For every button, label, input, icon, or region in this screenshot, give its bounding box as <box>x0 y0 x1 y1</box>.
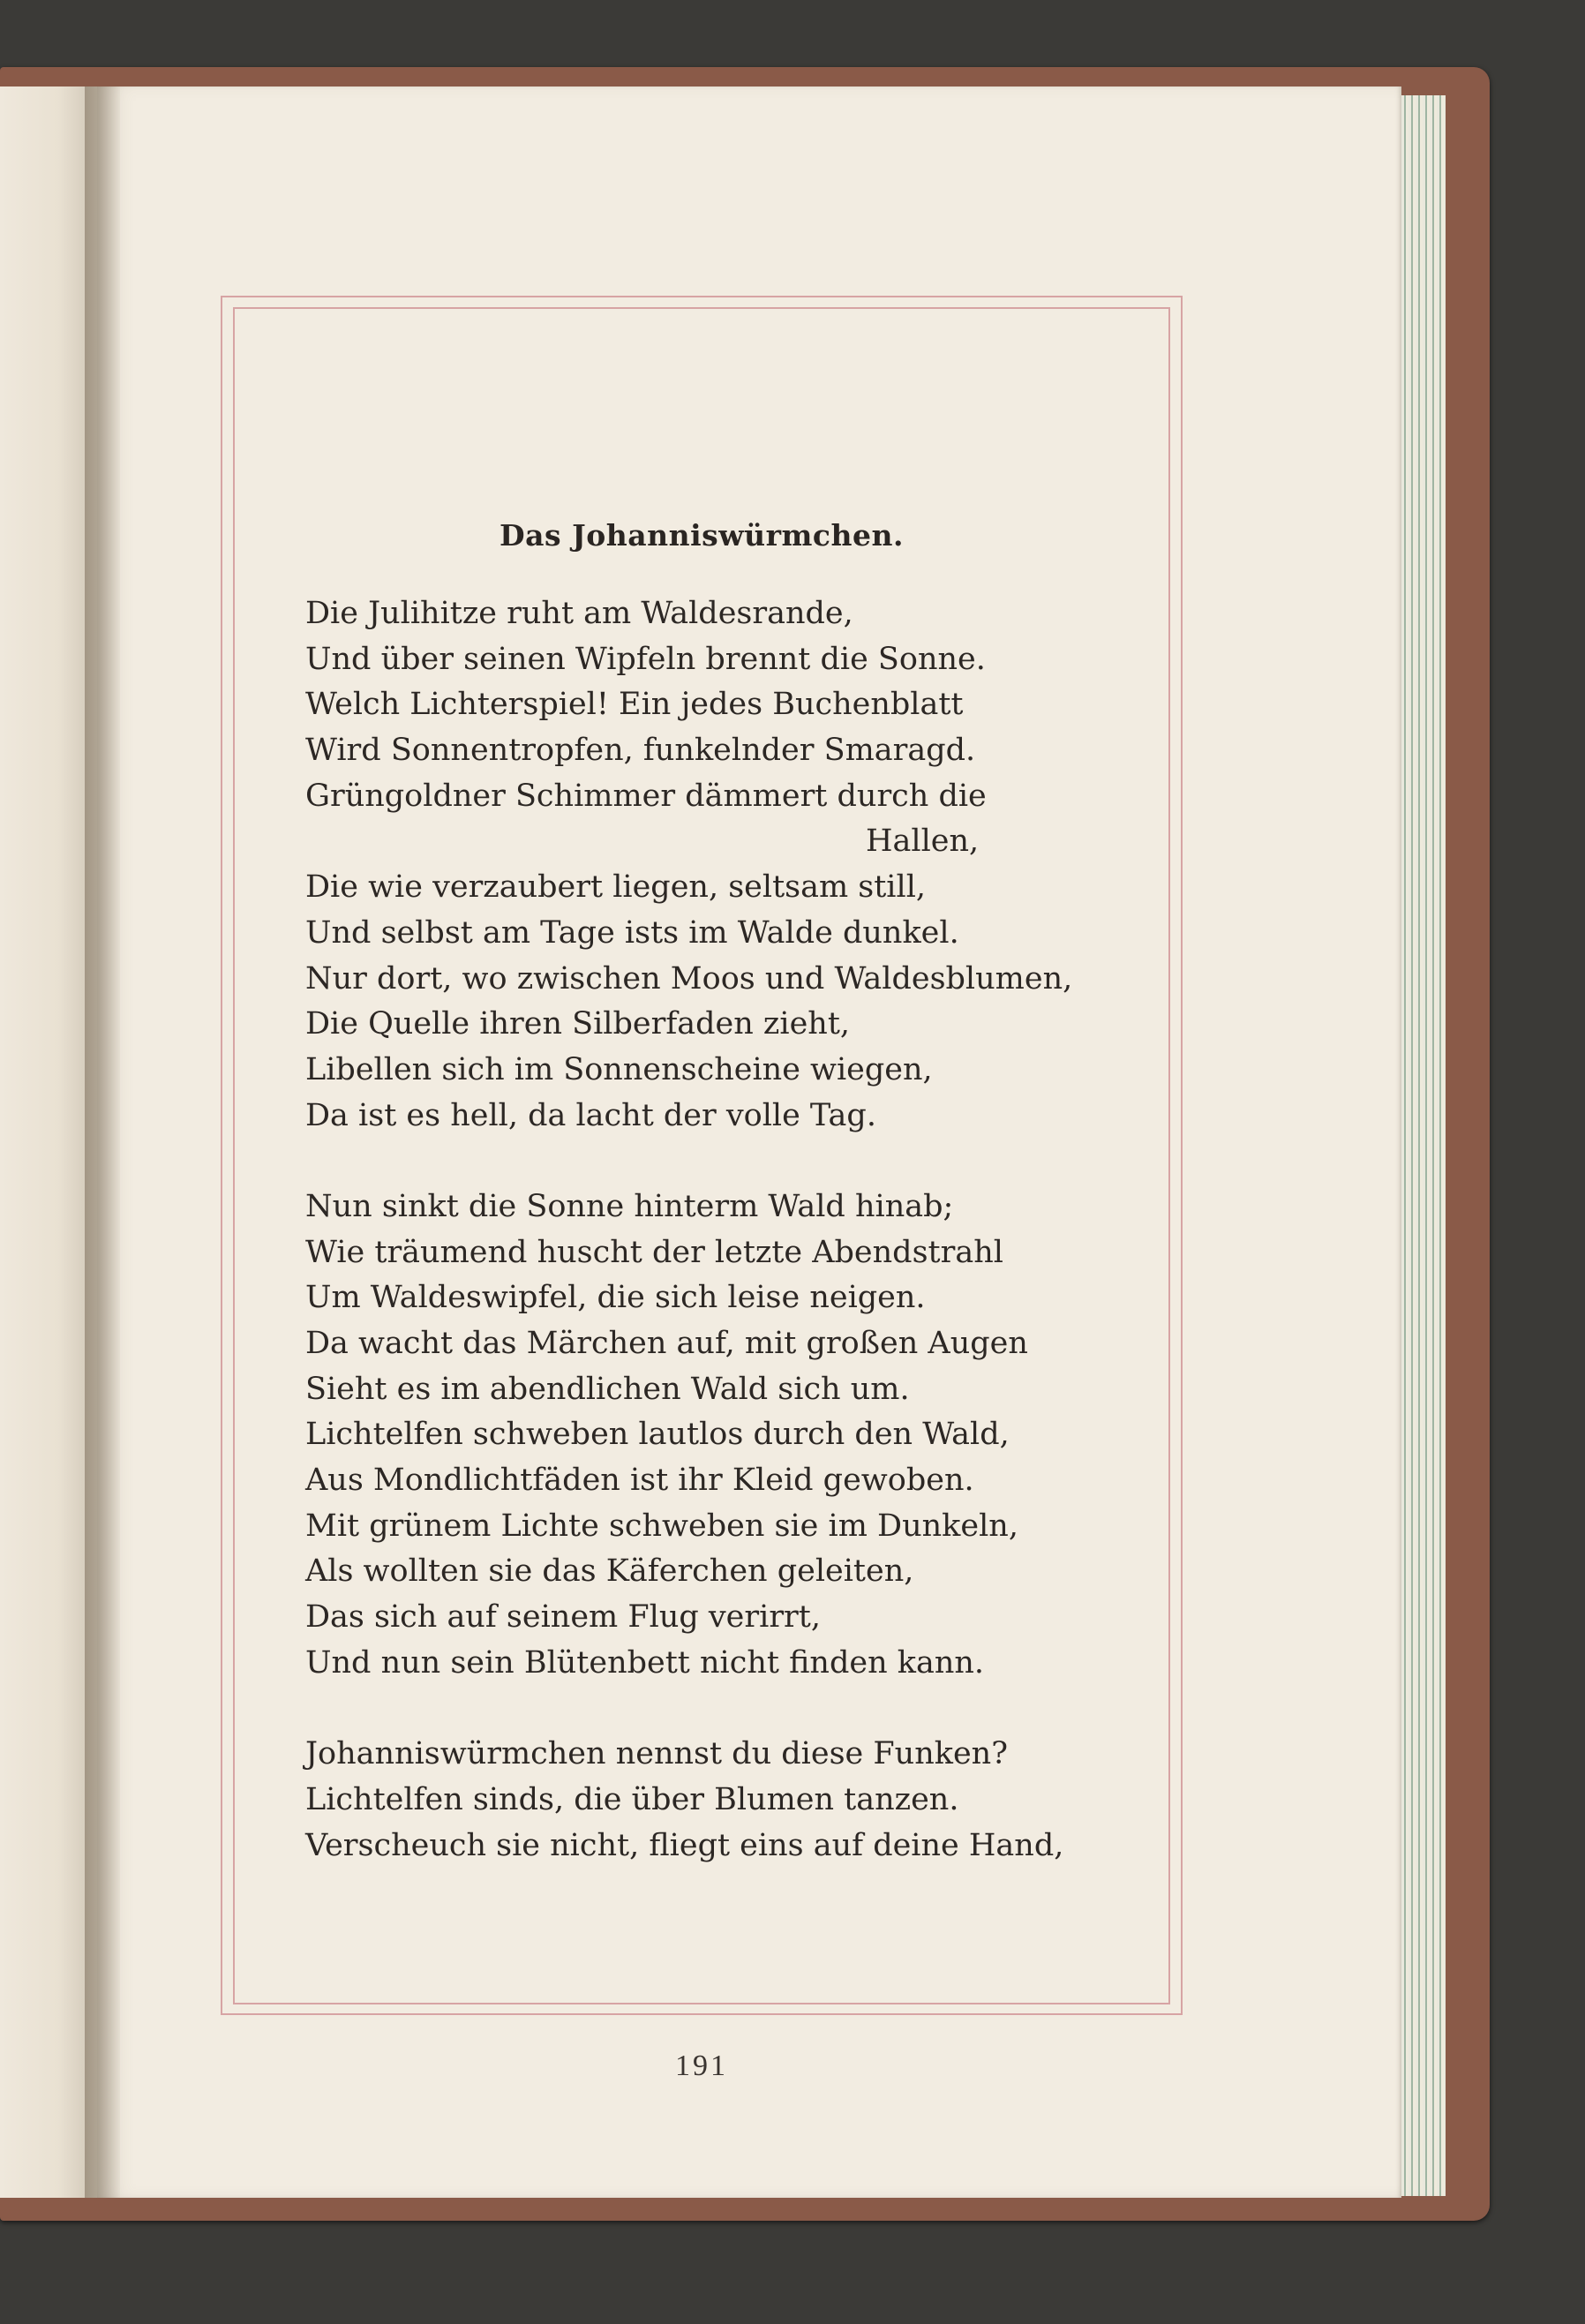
poem-line: Johanniswürmchen nennst du diese Funken? <box>305 1736 1008 1772</box>
poem-line: Mit grünem Lichte schweben sie im Dunkeln, <box>305 1508 1018 1544</box>
poem-line: Welch Lichterspiel! Ein jedes Buchenblatt <box>305 687 964 723</box>
poem-line: Libellen sich im Sonnenscheine wiegen, <box>305 1051 933 1087</box>
left-page <box>0 86 97 2198</box>
poem-line: Und nun sein Blütenbett nicht finden kann. <box>305 1644 985 1681</box>
poem-line: Die Julihitze ruht am Waldesrande, <box>305 596 853 631</box>
poem-line: Und über seinen Wipfeln brennt die Sonne. <box>305 641 986 677</box>
poem-line: Da ist es hell, da lacht der volle Tag. <box>305 1097 876 1133</box>
poem-line: Da wacht das Märchen auf, mit großen Augen <box>305 1326 1028 1361</box>
poem-line: Verscheuch sie nicht, fliegt eins auf deine Hand, <box>305 1827 1064 1863</box>
poem-line: Lichtelfen sinds, die über Blumen tanzen. <box>305 1781 959 1817</box>
page-number: 191 <box>675 2049 728 2082</box>
poem-line: Grüngoldner Schimmer dämmert durch die <box>305 778 987 814</box>
stanza-break <box>305 1687 1135 1733</box>
poem-line: Wird Sonnentropfen, funkelnder Smaragd. <box>305 733 976 769</box>
poem-body <box>305 591 1135 1869</box>
poem-line: Lichtelfen schweben lautlos durch den Wald, <box>305 1417 1010 1453</box>
poem-line: Die Quelle ihren Silberfaden zieht, <box>305 1006 851 1042</box>
poem-line: Wie träumend huscht der letzte Abendstrahl <box>305 1234 1003 1270</box>
poem-line: Nun sinkt die Sonne hinterm Wald hinab; <box>305 1188 954 1224</box>
stanza-break <box>305 1139 1135 1185</box>
poem-line: Sieht es im abendlichen Wald sich um. <box>305 1371 910 1407</box>
poem-line: Aus Mondlichtfäden ist ihr Kleid gewoben. <box>305 1463 974 1499</box>
poem-line: Um Waldeswipfel, die sich leise neigen. <box>305 1280 926 1316</box>
poem-line: Das sich auf seinem Flug verirrt, <box>305 1599 821 1636</box>
poem-line: Als wollten sie das Käferchen geleiten, <box>305 1553 914 1590</box>
poem-line: Hallen, <box>866 824 980 860</box>
poem-line: Und selbst am Tage ists im Walde dunkel. <box>305 914 959 951</box>
poem-title: Das Johanniswürmchen. <box>500 518 904 553</box>
poem-line: Nur dort, wo zwischen Moos und Waldesblumen, <box>305 960 1073 997</box>
page-edges <box>1394 95 1446 2196</box>
book-gutter <box>85 86 120 2198</box>
poem-line: Die wie verzaubert liegen, seltsam still, <box>305 869 927 906</box>
